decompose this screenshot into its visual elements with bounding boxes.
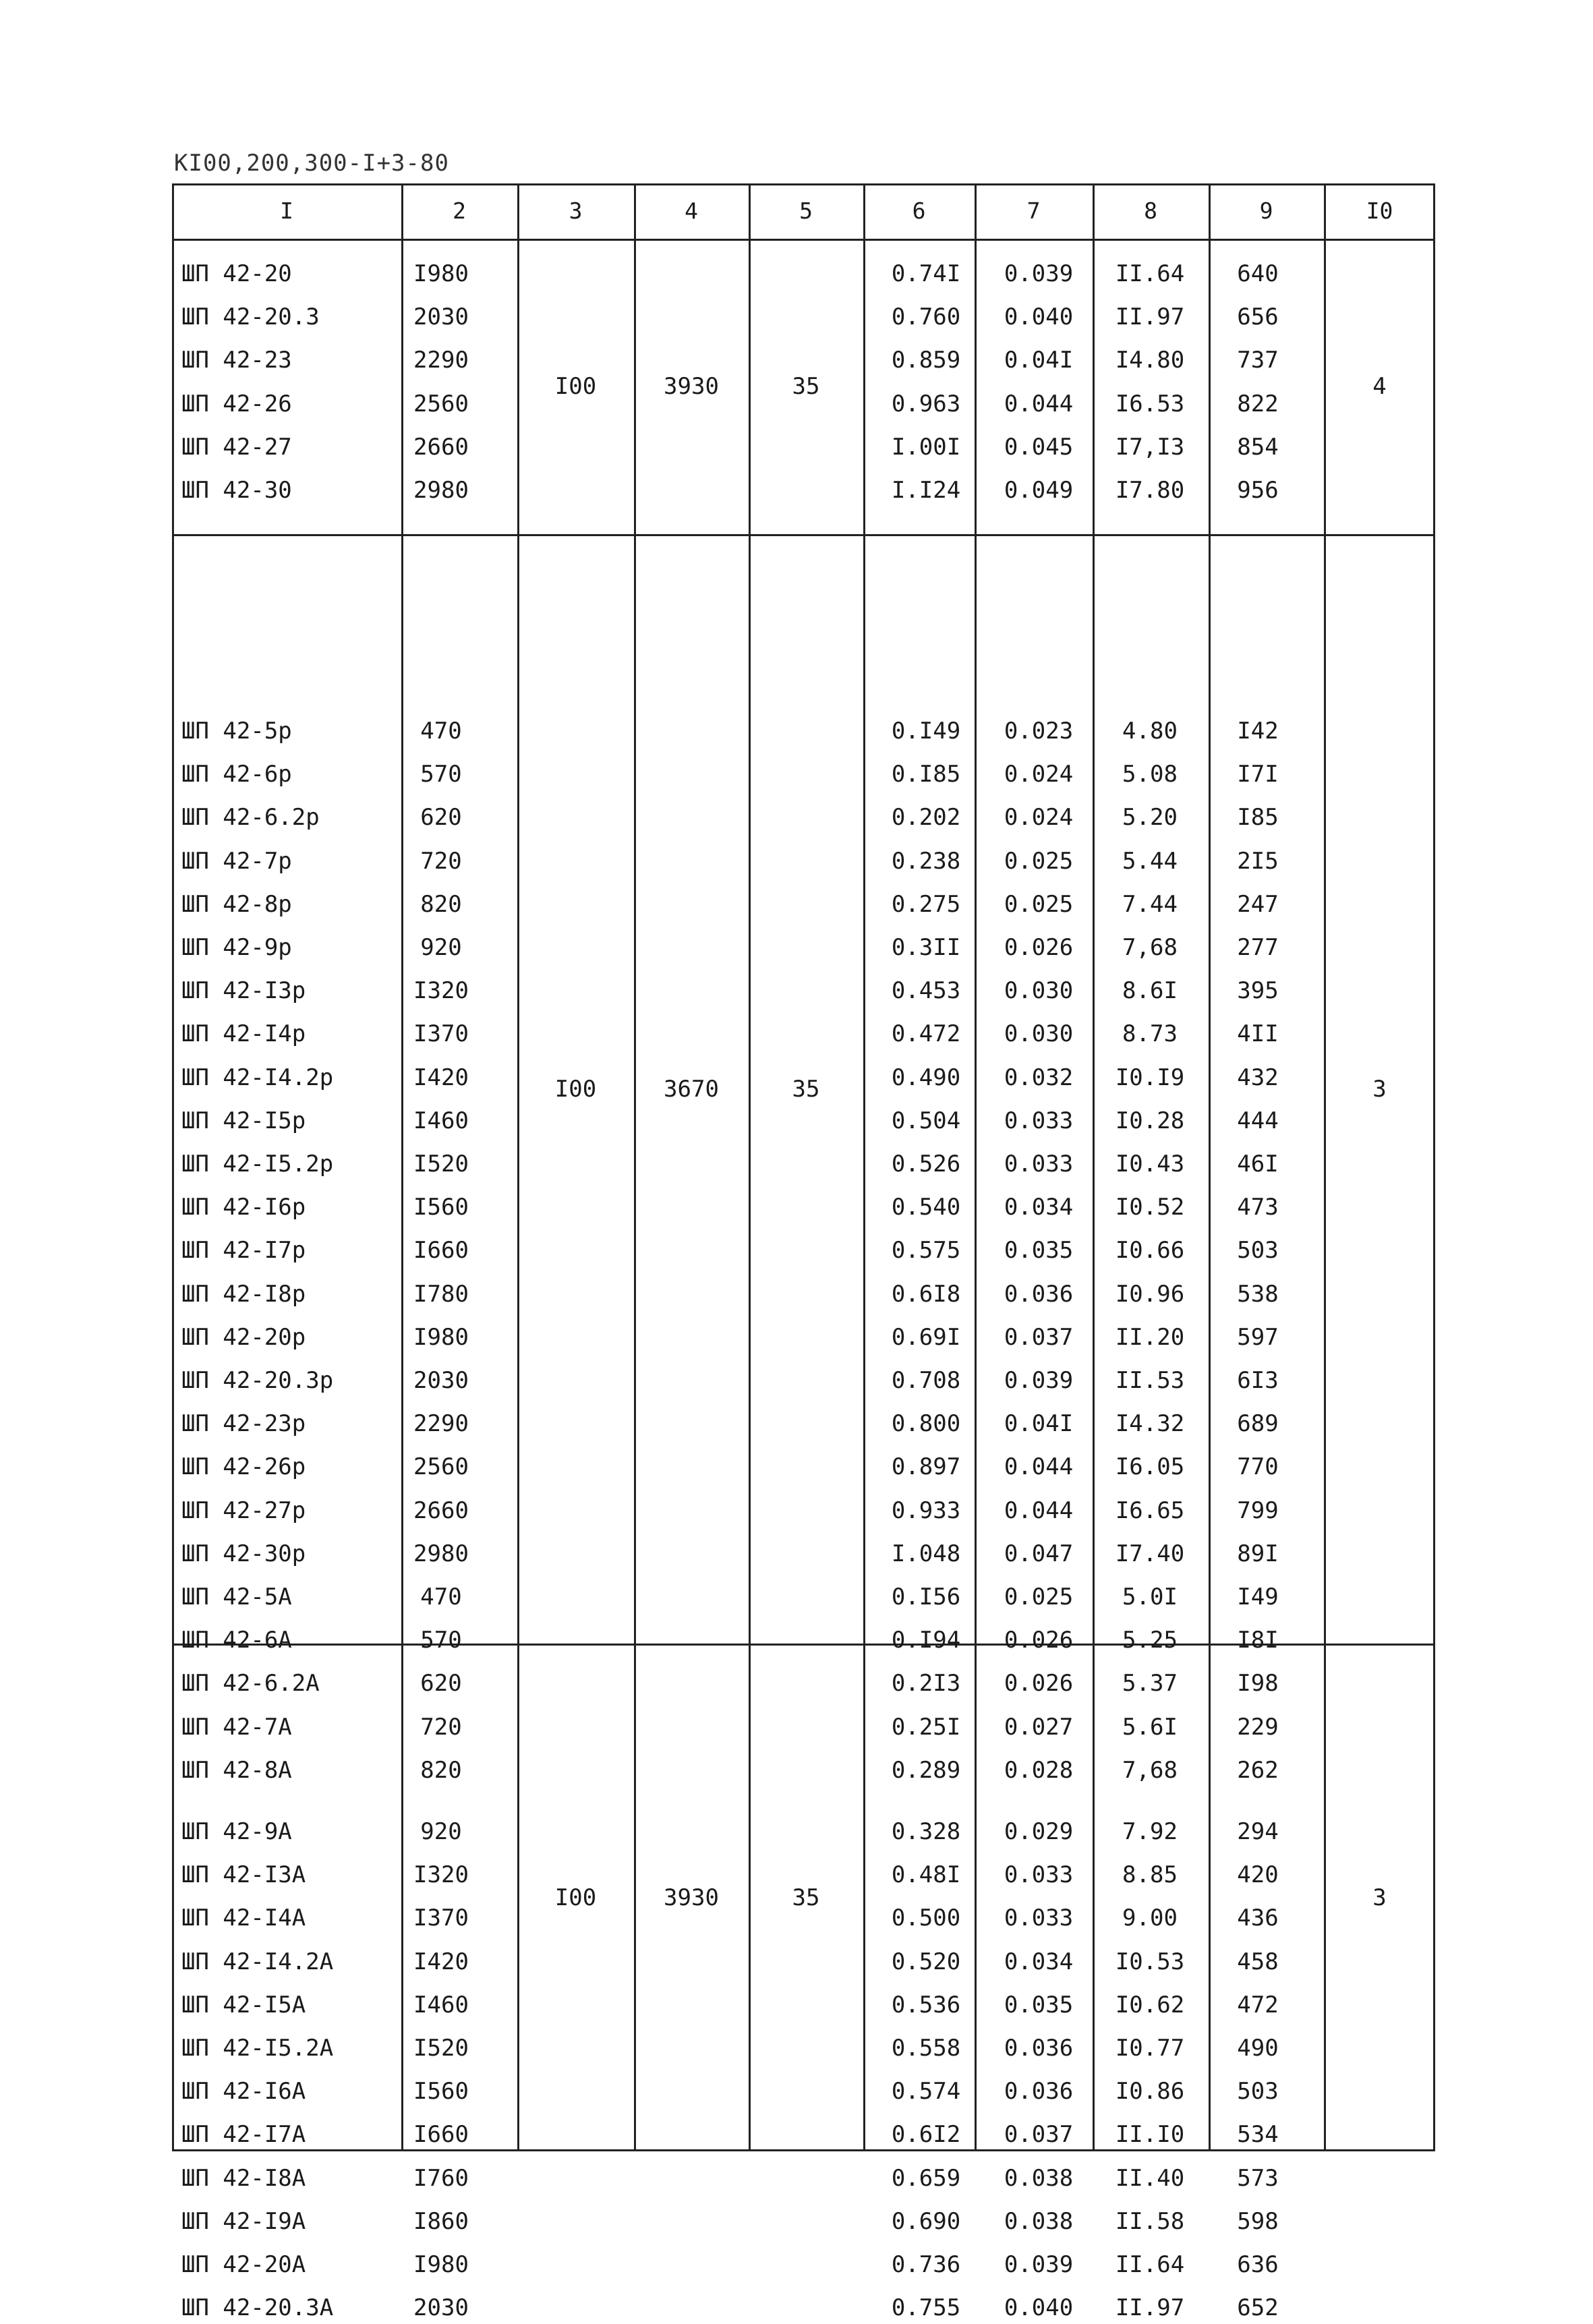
col-7-value: 0.047: [1004, 1540, 1074, 1567]
item-designation: ШП 42-30р: [181, 1540, 306, 1567]
col-6-value: 0.933: [891, 1497, 961, 1524]
group-col-4-value: 3930: [664, 1884, 719, 1911]
col-6-value: 0.659: [891, 2164, 961, 2192]
col-8-value: 5.37: [1122, 1670, 1178, 1697]
item-designation: ШП 42-6.2р: [181, 804, 320, 832]
col-7-value: 0.025: [1004, 1584, 1074, 1610]
col-9-value: 770: [1237, 1453, 1279, 1481]
col-6-value: 0.6I8: [891, 1280, 961, 1308]
item-designation: ШП 42-27: [181, 433, 292, 461]
col-2-value: I460: [413, 1107, 469, 1134]
col-6-value: 0.472: [891, 1020, 961, 1048]
col-8-value: II.I0: [1115, 2121, 1185, 2149]
col-6-value: 0.6I2: [891, 2121, 961, 2149]
item-designation: ШП 42-9А: [181, 1818, 292, 1845]
table-border-side: [172, 183, 174, 2151]
col-7-value: 0.033: [1004, 1861, 1074, 1889]
col-8-value: 4.80: [1122, 718, 1178, 745]
col-9-value: 597: [1237, 1323, 1279, 1351]
col-7-value: 0.023: [1004, 718, 1074, 745]
col-2-value: 820: [420, 1756, 462, 1784]
col-8-value: I0.43: [1115, 1151, 1185, 1178]
col-2-value: 2290: [413, 1410, 469, 1438]
item-designation: ШП 42-7р: [181, 847, 292, 875]
col-8-value: I7,I3: [1115, 433, 1185, 461]
column-header: 6: [912, 198, 926, 224]
col-9-value: 472: [1237, 1991, 1279, 2018]
col-9-value: 689: [1237, 1410, 1279, 1438]
col-6-value: 0.540: [891, 1194, 961, 1221]
col-6-value: 0.275: [891, 890, 961, 918]
item-designation: ШП 42-I6А: [181, 2078, 306, 2105]
col-6-value: 0.I85: [891, 761, 961, 788]
col-9-value: 854: [1237, 433, 1279, 461]
col-8-value: I0.96: [1115, 1280, 1185, 1308]
item-designation: ШП 42-6.2А: [181, 1670, 320, 1697]
col-7-value: 0.026: [1004, 1627, 1074, 1654]
item-designation: ШП 42-8р: [181, 890, 292, 918]
col-8-value: I0.77: [1115, 2035, 1185, 2062]
item-designation: ШП 42-5А: [181, 1584, 292, 1610]
column-divider: [1324, 183, 1326, 2151]
col-8-value: I0.62: [1115, 1991, 1185, 2018]
col-2-value: I780: [413, 1280, 469, 1308]
column-header: 4: [685, 198, 698, 224]
col-2-value: I660: [413, 1237, 469, 1265]
item-designation: ШП 42-20.3А: [181, 2294, 334, 2322]
col-7-value: 0.036: [1004, 2078, 1074, 2105]
col-7-value: 0.039: [1004, 2251, 1074, 2278]
col-2-value: 620: [420, 804, 462, 832]
group-col-3-value: I00: [554, 1075, 597, 1103]
col-2-value: I520: [413, 2035, 469, 2062]
col-9-value: 534: [1237, 2121, 1279, 2149]
col-6-value: 0.690: [891, 2207, 961, 2235]
col-2-value: 2290: [413, 347, 469, 374]
column-header: I0: [1366, 198, 1393, 224]
col-8-value: II.58: [1115, 2207, 1185, 2235]
col-9-value: I42: [1237, 718, 1279, 745]
col-6-value: 0.575: [891, 1237, 961, 1265]
col-9-value: 444: [1237, 1107, 1279, 1134]
col-9-value: 490: [1237, 2035, 1279, 2062]
col-2-value: 820: [420, 890, 462, 918]
group-col-3-value: I00: [554, 373, 597, 400]
col-6-value: 0.2I3: [891, 1670, 961, 1697]
col-8-value: 5.25: [1122, 1627, 1178, 1654]
item-designation: ШП 42-8А: [181, 1756, 292, 1784]
column-divider: [749, 183, 751, 2151]
group-col-4-value: 3930: [664, 373, 719, 400]
col-6-value: 0.558: [891, 2035, 961, 2062]
col-9-value: 503: [1237, 2078, 1279, 2105]
col-2-value: I560: [413, 2078, 469, 2105]
item-designation: ШП 42-I5А: [181, 1991, 306, 2018]
col-6-value: 0.I49: [891, 718, 961, 745]
col-7-value: 0.040: [1004, 303, 1074, 331]
item-designation: ШП 42-I8р: [181, 1280, 306, 1308]
col-8-value: II.97: [1115, 2294, 1185, 2322]
col-2-value: I320: [413, 977, 469, 1005]
col-9-value: 473: [1237, 1194, 1279, 1221]
column-header: 2: [453, 198, 466, 224]
col-8-value: 8.6I: [1122, 977, 1178, 1005]
col-8-value: I6.65: [1115, 1497, 1185, 1524]
column-divider: [517, 183, 519, 2151]
table-border-side: [1433, 183, 1435, 2151]
col-2-value: 570: [420, 761, 462, 788]
col-8-value: II.20: [1115, 1323, 1185, 1351]
item-designation: ШП 42-I5р: [181, 1107, 306, 1134]
col-9-value: 956: [1237, 477, 1279, 504]
col-7-value: 0.039: [1004, 260, 1074, 287]
col-8-value: I0.86: [1115, 2078, 1185, 2105]
col-8-value: II.40: [1115, 2164, 1185, 2192]
col-9-value: 822: [1237, 390, 1279, 417]
col-9-value: I49: [1237, 1584, 1279, 1610]
col-2-value: 2660: [413, 433, 469, 461]
col-7-value: 0.037: [1004, 1323, 1074, 1351]
col-6-value: 0.963: [891, 390, 961, 417]
col-7-value: 0.04I: [1004, 347, 1074, 374]
item-designation: ШП 42-I4.2А: [181, 1948, 334, 1975]
col-9-value: 277: [1237, 934, 1279, 961]
col-6-value: 0.755: [891, 2294, 961, 2322]
col-9-value: I8I: [1237, 1627, 1279, 1654]
item-designation: ШП 42-20.3: [181, 303, 320, 331]
col-9-value: 46I: [1237, 1151, 1279, 1178]
col-8-value: II.64: [1115, 2251, 1185, 2278]
item-designation: ШП 42-27р: [181, 1497, 306, 1524]
col-6-value: 0.3II: [891, 934, 961, 961]
col-7-value: 0.024: [1004, 804, 1074, 832]
item-designation: ШП 42-9р: [181, 934, 292, 961]
group-col-10-value: 3: [1372, 1884, 1387, 1911]
col-7-value: 0.04I: [1004, 1410, 1074, 1438]
col-6-value: 0.500: [891, 1905, 961, 1932]
col-9-value: I98: [1237, 1670, 1279, 1697]
col-9-value: 89I: [1237, 1540, 1279, 1567]
col-8-value: I6.05: [1115, 1453, 1185, 1481]
col-2-value: 570: [420, 1627, 462, 1654]
col-7-value: 0.029: [1004, 1818, 1074, 1845]
col-7-value: 0.025: [1004, 847, 1074, 875]
col-6-value: 0.526: [891, 1151, 961, 1178]
col-7-value: 0.036: [1004, 2035, 1074, 2062]
col-2-value: 2030: [413, 2294, 469, 2322]
col-2-value: 920: [420, 1818, 462, 1845]
col-2-value: I860: [413, 2207, 469, 2235]
item-designation: ШП 42-26: [181, 390, 292, 417]
col-8-value: 5.08: [1122, 761, 1178, 788]
col-7-value: 0.035: [1004, 1237, 1074, 1265]
col-9-value: 538: [1237, 1280, 1279, 1308]
col-2-value: I980: [413, 2251, 469, 2278]
col-7-value: 0.027: [1004, 1713, 1074, 1741]
group-col-3-value: I00: [554, 1884, 597, 1911]
col-2-value: 470: [420, 1584, 462, 1610]
col-6-value: 0.289: [891, 1756, 961, 1784]
col-7-value: 0.030: [1004, 977, 1074, 1005]
col-8-value: I4.80: [1115, 347, 1185, 374]
col-7-value: 0.028: [1004, 1756, 1074, 1784]
col-8-value: 7,68: [1122, 934, 1178, 961]
col-2-value: 2030: [413, 303, 469, 331]
col-7-value: 0.045: [1004, 433, 1074, 461]
col-7-value: 0.033: [1004, 1905, 1074, 1932]
col-8-value: I6.53: [1115, 390, 1185, 417]
col-8-value: II.53: [1115, 1367, 1185, 1394]
column-divider: [863, 183, 865, 2151]
col-6-value: 0.I94: [891, 1627, 961, 1654]
col-8-value: 5.44: [1122, 847, 1178, 875]
column-header: 8: [1144, 198, 1157, 224]
col-6-value: 0.202: [891, 804, 961, 832]
col-7-value: 0.030: [1004, 1020, 1074, 1048]
col-9-value: 640: [1237, 260, 1279, 287]
header-separator: [172, 239, 1435, 241]
col-6-value: 0.897: [891, 1453, 961, 1481]
column-header: 5: [799, 198, 813, 224]
col-2-value: I760: [413, 2164, 469, 2192]
col-9-value: 2I5: [1237, 847, 1279, 875]
col-9-value: 247: [1237, 890, 1279, 918]
column-divider: [634, 183, 636, 2151]
col-9-value: 656: [1237, 303, 1279, 331]
item-designation: ШП 42-I7р: [181, 1237, 306, 1265]
col-6-value: 0.736: [891, 2251, 961, 2278]
item-designation: ШП 42-30: [181, 477, 292, 504]
col-2-value: I320: [413, 1861, 469, 1889]
col-9-value: 262: [1237, 1756, 1279, 1784]
item-designation: ШП 42-I4р: [181, 1020, 306, 1048]
col-9-value: 598: [1237, 2207, 1279, 2235]
col-8-value: 5.0I: [1122, 1584, 1178, 1610]
group-separator: [172, 534, 1435, 536]
col-9-value: 636: [1237, 2251, 1279, 2278]
col-9-value: 458: [1237, 1948, 1279, 1975]
col-7-value: 0.044: [1004, 1453, 1074, 1481]
col-7-value: 0.038: [1004, 2164, 1074, 2192]
col-8-value: 8.73: [1122, 1020, 1178, 1048]
col-7-value: 0.034: [1004, 1948, 1074, 1975]
col-9-value: 503: [1237, 1237, 1279, 1265]
col-2-value: I560: [413, 1194, 469, 1221]
col-7-value: 0.039: [1004, 1367, 1074, 1394]
col-7-value: 0.026: [1004, 1670, 1074, 1697]
col-6-value: 0.520: [891, 1948, 961, 1975]
item-designation: ШП 42-I9А: [181, 2207, 306, 2235]
item-designation: ШП 42-I6р: [181, 1194, 306, 1221]
col-2-value: 2030: [413, 1367, 469, 1394]
item-designation: ШП 42-I5.2р: [181, 1151, 334, 1178]
col-9-value: 4II: [1237, 1020, 1279, 1048]
document-code: KI00,200,300-I+3-80: [174, 150, 449, 177]
col-2-value: I370: [413, 1020, 469, 1048]
col-9-value: 573: [1237, 2164, 1279, 2192]
col-8-value: 8.85: [1122, 1861, 1178, 1889]
table-border-top: [172, 183, 1435, 185]
col-6-value: 0.760: [891, 303, 961, 331]
item-designation: ШП 42-20А: [181, 2251, 306, 2278]
col-2-value: I420: [413, 1948, 469, 1975]
col-2-value: I660: [413, 2121, 469, 2149]
col-9-value: I7I: [1237, 761, 1279, 788]
col-2-value: I980: [413, 1323, 469, 1351]
col-6-value: I.048: [891, 1540, 961, 1567]
col-7-value: 0.032: [1004, 1064, 1074, 1091]
col-6-value: 0.25I: [891, 1713, 961, 1741]
col-9-value: 294: [1237, 1818, 1279, 1845]
col-9-value: 6I3: [1237, 1367, 1279, 1394]
col-8-value: I4.32: [1115, 1410, 1185, 1438]
col-6-value: I.00I: [891, 433, 961, 461]
col-6-value: 0.328: [891, 1818, 961, 1845]
col-8-value: 5.6I: [1122, 1713, 1178, 1741]
col-6-value: 0.238: [891, 847, 961, 875]
group-col-4-value: 3670: [664, 1075, 719, 1103]
item-designation: ШП 42-20: [181, 260, 292, 287]
col-7-value: 0.036: [1004, 1280, 1074, 1308]
col-6-value: 0.800: [891, 1410, 961, 1438]
col-6-value: 0.453: [891, 977, 961, 1005]
column-header: 7: [1026, 198, 1041, 224]
item-designation: ШП 42-23: [181, 347, 292, 374]
col-6-value: 0.69I: [891, 1323, 961, 1351]
col-8-value: I0.28: [1115, 1107, 1185, 1134]
col-2-value: 2980: [413, 477, 469, 504]
col-6-value: 0.536: [891, 1991, 961, 2018]
col-7-value: 0.025: [1004, 890, 1074, 918]
item-designation: ШП 42-20р: [181, 1323, 306, 1351]
group-col-10-value: 3: [1372, 1075, 1387, 1103]
item-designation: ШП 42-I3А: [181, 1861, 306, 1889]
col-7-value: 0.026: [1004, 934, 1074, 961]
col-7-value: 0.033: [1004, 1151, 1074, 1178]
col-2-value: 720: [420, 1713, 462, 1741]
col-8-value: II.97: [1115, 303, 1185, 331]
col-8-value: I0.52: [1115, 1194, 1185, 1221]
item-designation: ШП 42-I8А: [181, 2164, 306, 2192]
col-7-value: 0.044: [1004, 390, 1074, 417]
col-8-value: I7.40: [1115, 1540, 1185, 1567]
col-7-value: 0.035: [1004, 1991, 1074, 2018]
col-9-value: 436: [1237, 1905, 1279, 1932]
col-6-value: 0.48I: [891, 1861, 961, 1889]
col-2-value: 920: [420, 934, 462, 961]
col-8-value: 7.44: [1122, 890, 1178, 918]
col-2-value: I420: [413, 1064, 469, 1091]
col-9-value: 652: [1237, 2294, 1279, 2322]
item-designation: ШП 42-I3р: [181, 977, 306, 1005]
item-designation: ШП 42-I4.2р: [181, 1064, 334, 1091]
col-2-value: 2560: [413, 390, 469, 417]
item-designation: ШП 42-5р: [181, 718, 292, 745]
col-8-value: II.64: [1115, 260, 1185, 287]
col-7-value: 0.049: [1004, 477, 1074, 504]
specification-table: [172, 183, 1435, 2322]
item-designation: ШП 42-I7А: [181, 2121, 306, 2149]
col-9-value: 420: [1237, 1861, 1279, 1889]
col-2-value: 2560: [413, 1453, 469, 1481]
col-6-value: 0.574: [891, 2078, 961, 2105]
col-7-value: 0.040: [1004, 2294, 1074, 2322]
group-col-10-value: 4: [1372, 373, 1387, 400]
col-2-value: I460: [413, 1991, 469, 2018]
col-7-value: 0.044: [1004, 1497, 1074, 1524]
col-6-value: 0.504: [891, 1107, 961, 1134]
col-6-value: 0.74I: [891, 260, 961, 287]
column-header: 9: [1259, 198, 1273, 224]
col-6-value: 0.708: [891, 1367, 961, 1394]
item-designation: ШП 42-I4А: [181, 1905, 306, 1932]
group-col-5-value: 35: [792, 1884, 820, 1911]
col-9-value: I85: [1237, 804, 1279, 832]
item-designation: ШП 42-20.3р: [181, 1367, 334, 1394]
col-8-value: I0.I9: [1115, 1064, 1185, 1091]
col-2-value: 720: [420, 847, 462, 875]
item-designation: ШП 42-26р: [181, 1453, 306, 1481]
col-8-value: 9.00: [1122, 1905, 1178, 1932]
col-2-value: 620: [420, 1670, 462, 1697]
column-header: I: [280, 198, 293, 224]
item-designation: ШП 42-7А: [181, 1713, 292, 1741]
column-header: 3: [569, 198, 583, 224]
col-6-value: 0.859: [891, 347, 961, 374]
group-col-5-value: 35: [792, 373, 820, 400]
col-8-value: I7.80: [1115, 477, 1185, 504]
col-2-value: 2980: [413, 1540, 469, 1567]
col-2-value: 2660: [413, 1497, 469, 1524]
col-7-value: 0.033: [1004, 1107, 1074, 1134]
col-8-value: 5.20: [1122, 804, 1178, 832]
col-7-value: 0.037: [1004, 2121, 1074, 2149]
col-9-value: 432: [1237, 1064, 1279, 1091]
col-9-value: 799: [1237, 1497, 1279, 1524]
item-designation: ШП 42-6р: [181, 761, 292, 788]
col-8-value: 7,68: [1122, 1756, 1178, 1784]
column-divider: [401, 183, 403, 2151]
col-7-value: 0.024: [1004, 761, 1074, 788]
group-col-5-value: 35: [792, 1075, 820, 1103]
col-7-value: 0.034: [1004, 1194, 1074, 1221]
item-designation: ШП 42-I5.2А: [181, 2035, 334, 2062]
col-9-value: 229: [1237, 1713, 1279, 1741]
col-2-value: 470: [420, 718, 462, 745]
item-designation: ШП 42-6А: [181, 1627, 292, 1654]
col-2-value: I980: [413, 260, 469, 287]
col-9-value: 395: [1237, 977, 1279, 1005]
col-9-value: 737: [1237, 347, 1279, 374]
col-6-value: 0.490: [891, 1064, 961, 1091]
col-7-value: 0.038: [1004, 2207, 1074, 2235]
col-8-value: I0.53: [1115, 1948, 1185, 1975]
col-2-value: I370: [413, 1905, 469, 1932]
item-designation: ШП 42-23р: [181, 1410, 306, 1438]
col-6-value: I.I24: [891, 477, 961, 504]
col-6-value: 0.I56: [891, 1584, 961, 1610]
col-2-value: I520: [413, 1151, 469, 1178]
col-8-value: 7.92: [1122, 1818, 1178, 1845]
col-8-value: I0.66: [1115, 1237, 1185, 1265]
